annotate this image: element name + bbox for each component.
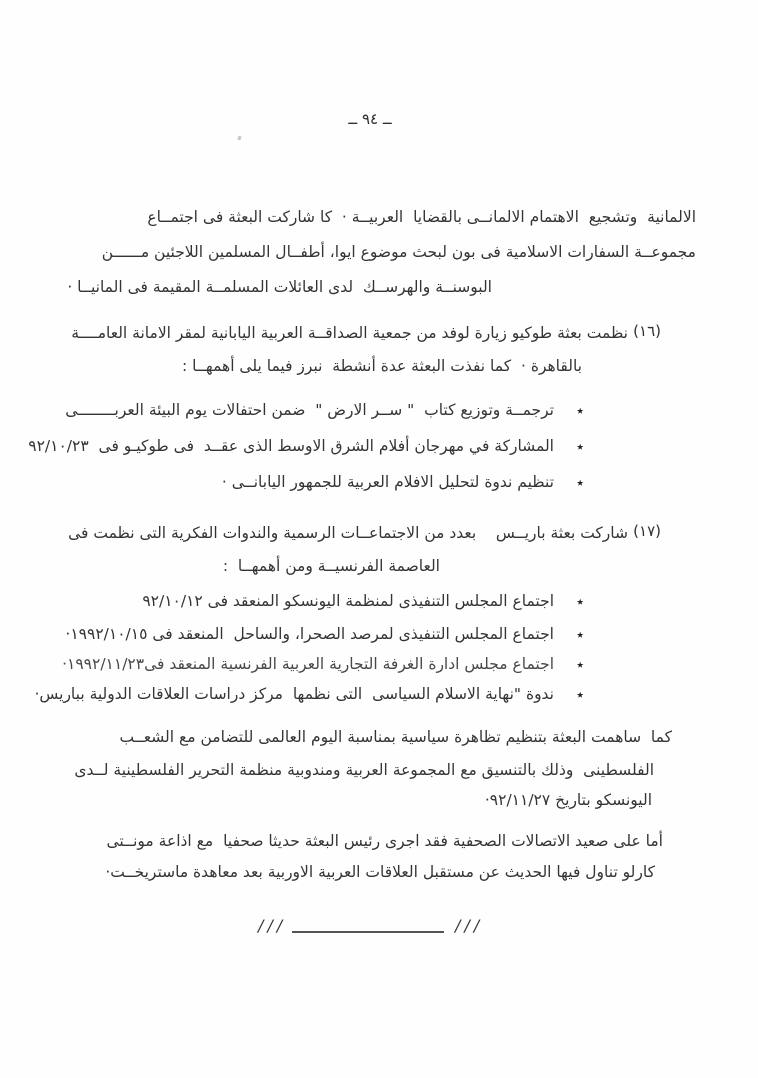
page-number: ــ ٩٤ ــ [348, 110, 392, 128]
bullet-asterisk-icon: ٭ [576, 657, 584, 673]
solidarity-line-2: الفلسطينى وذلك بالتنسيق مع المجموعة العربية ومندوبية منظمة التحرير الفلسطينية لــدى [74, 761, 654, 779]
item16-bullet-2: المشاركة في مهرجان أفلام الشرق الاوسط الذى عقــد فى طوكيـو فى ٩٢/١٠/٢٣ [28, 437, 554, 455]
bullet-asterisk-icon: ٭ [576, 475, 584, 491]
item16-bullet-1: ترجمــة وتوزيع كتاب " ســر الارض " ضمن احتفالات يوم البيئة العربــــــــى [65, 401, 554, 419]
item17-line-2: العاصمة الفرنسيــة ومن أهمهــا : [222, 557, 440, 575]
item17-line-1: شاركت بعثة باريــس بعدد من الاجتماعــات الرسمية والندوات الفكرية التى نظمت فى [68, 524, 628, 542]
item17-bullet-4: ندوة "نهاية الاسلام السياسى التى نظمها مركز دراسات العلاقات الدولية بباريس· [34, 685, 554, 703]
bullet-asterisk-icon: ٭ [576, 627, 584, 643]
bullet-asterisk-icon: ٭ [576, 439, 584, 455]
intro-line-2: مجموعــة السفارات الاسلامية فى بون لبحث موضوع ايوا، أطفــال المسلمين اللاجئين مــــــن [101, 243, 696, 261]
item17-bullet-2: اجتماع المجلس التنفيذى لمرصد الصحرا، والساحل المنعقد فى ١٩٩٢/١٠/١٥· [65, 625, 554, 643]
solidarity-line-3: اليونسكو بتاريخ ٩٢/١١/٢٧· [484, 791, 652, 809]
item16-line-2: بالقاهرة · كما نفذت البعثة عدة أنشطة نبرز فيما يلى أهمهــا : [181, 357, 582, 375]
bullet-asterisk-icon: ٭ [576, 403, 584, 419]
footer-slashes-right: /// [455, 916, 484, 935]
intro-line-1: الالمانية وتشجيع الاهتمام الالمانــى بالقضايا العربيــة · كا شاركت البعثة فى اجتمــاع [147, 208, 696, 226]
solidarity-line-1: كما ساهمت البعثة بتنظيم تظاهرة سياسية بمناسبة اليوم العالمى للتضامن مع الشعــب [119, 728, 672, 746]
item16-line-1: نظمت بعثة طوكيو زيارة لوفد من جمعية الصداقــة العربية اليابانية لمقر الامانة العامــــة [71, 324, 628, 342]
item16-marker: (١٦) [633, 322, 661, 340]
press-line-2: كارلو تناول فيها الحديث عن مستقبل العلاقات العربية الاوربية بعد معاهدة ماستريخــت· [105, 863, 655, 881]
item16-bullet-3: تنظيم ندوة لتحليل الافلام العربية للجمهور اليابانــى · [221, 473, 554, 491]
press-line-1: أما على صعيد الاتصالات الصحفية فقد اجرى رئيس البعثة حديثا صحفيا مع اذاعة مونــتى [106, 832, 663, 850]
scan-speck [237, 136, 241, 141]
item17-bullet-3: اجتماع مجلس ادارة الغرفة التجارية العربية الفرنسية المنعقد فى١٩٩٢/١١/٢٣· [62, 655, 554, 673]
footer-separator-line [292, 931, 444, 933]
item17-bullet-1: اجتماع المجلس التنفيذى لمنظمة اليونسكو المنعقد فى ٩٢/١٠/١٢ [142, 592, 554, 610]
footer-slashes-left: /// [258, 916, 287, 935]
bullet-asterisk-icon: ٭ [576, 594, 584, 610]
intro-line-3: البوسنــة والهرســك لدى العائلات المسلمــة المقيمة فى المانيــا · [67, 278, 492, 296]
item17-marker: (١٧) [633, 522, 661, 540]
bullet-asterisk-icon: ٭ [576, 687, 584, 703]
